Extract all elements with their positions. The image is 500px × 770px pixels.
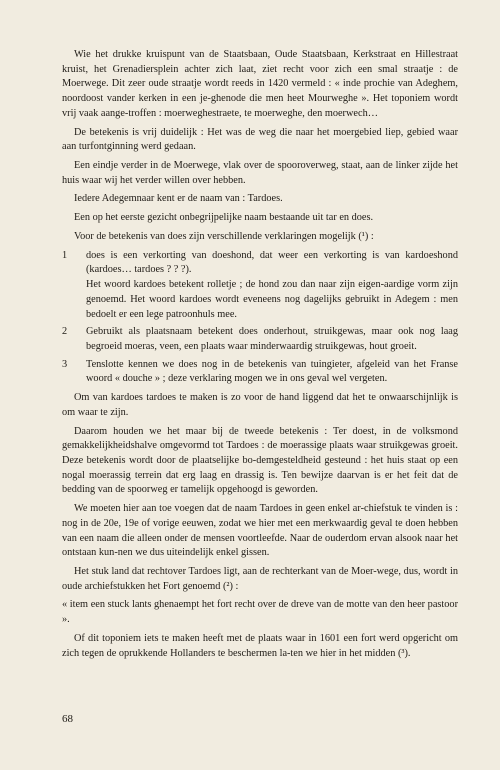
- page-number: 68: [62, 713, 73, 725]
- list-item: [62, 325, 458, 354]
- list-item-text: does is een verkorting van doeshond, dat weer een verkorting is van kardoeshond (kardoes… tardoes ? ? ?).: [86, 249, 458, 276]
- paragraph-tar-does: Een op het eerste gezicht onbegrijpelijke naam bestaande uit tar en does.: [74, 212, 374, 224]
- paragraph-kardoes: Om van kardoes tardoes te maken is zo voor de hand liggend dat het te onwaarschijnlijk is om waar te zijn.: [62, 392, 458, 418]
- paragraph-archive: We moeten hier aan toe voegen dat de naam Tardoes in geen enkel ar-chiefstuk te vinden is : nog in de 20e, 19e of vorige eeuwen, zodat we hier met een merkwaardig geval te doen hebben van een naam die alleen onder de mensen voortleefde. Naar de ouderdom ervan alsook naar het ontstaan kun-nen we dus uiteindelijk enkel gissen.: [62, 503, 458, 559]
- paragraph-last: Of dit toponiem iets te maken heeft met de plaats waar in 1601 een fort werd opgericht om zich tegen de oprukkende Hollanders te beschermen la-ten we hier in het midden (³).: [62, 632, 458, 659]
- explanation-list: [62, 249, 458, 387]
- list-item-number: 2: [62, 326, 68, 338]
- paragraph-meaning: De betekenis is vrij duidelijk : Het was de weg die naar het moergebied liep, gebied waar aan turfontginning werd gedaan.: [62, 126, 458, 153]
- list-item: [62, 249, 458, 323]
- list-item-text: Tenslotte kennen we does nog in de betekenis van tuingieter, afgeleid van het Franse woord « douche » ; deze verklaring mogen we in ons geval wel vergeten.: [86, 358, 458, 385]
- paragraph-name: Iedere Adegemnaar kent er de naam van : Tardoes.: [74, 193, 283, 205]
- quote-fort: « item een stuck lants ghenaempt het fort recht over de dreve van de motte van den heer pastoor ».: [62, 599, 458, 626]
- list-item-number: 3: [62, 358, 68, 370]
- paragraph-house: Een eindje verder in de Moerwege, vlak over de spooroverweg, staat, aan de linker zijde het huis waar wij het verder willen over hebben.: [62, 160, 458, 186]
- list-item-text: Gebruikt als plaatsnaam betekent does onderhout, struikgewas, maar ook nog laag begroeid moeras, veen, een plaats waar minderwaardig struikgewas, hout groeit.: [86, 326, 458, 352]
- list-item: [62, 358, 458, 387]
- paragraph-second-meaning: Daarom houden we het maar bij de tweede betekenis : Ter doest, in de volksmond gemakkelijkheidshalve omgevormd tot Tardoes : de moerassige plaats waar struikgewas groeit. Deze betekenis wordt door de plaatselijke bo-demgesteldheid gesteund : het huis staat op een nogal moerassig terrein dat erg laag en drassig is. Ten bewijze daarvan is er het feit dat de bedding van de spoorweg er tamelijk opgehoogd is geworden.: [62, 425, 458, 496]
- paragraph-intro: Wie het drukke kruispunt van de Staatsbaan, Oude Staatsbaan, Kerkstraat en Hillestraat kruist, het Grenadiersplein achter zich laat, ziet recht voor zich een smal straatje : de Moerwege. Dit zeer oude straatje wordt reeds in 1420 vermeld : « inde prochie van Adeghem, noordoost vander kerken in een je-ghenode die men heet Mourweghe ». Het toponiem wordt vrij vaak aange-troffen : moerweghestraete, te moerweghe, den moerwech…: [62, 49, 458, 119]
- list-item-text: Het woord kardoes betekent rolletje ; de hond zou dan naar zijn eigen-aardige vorm zijn genoemd. Het woord kardoes wordt eveneens nog dagelijks gebruikt in Adegem : men bedoelt er een lege patroonhuls mee.: [86, 279, 458, 320]
- paragraph-explanations: Voor de betekenis van does zijn verschillende verklaringen mogelijk (¹) :: [74, 230, 374, 242]
- paragraph-fort: Het stuk land dat rechtover Tardoes ligt, aan de rechterkant van de Moer-wege, dus, wordt in oude archiefstukken het Fort genoemd (²) :: [62, 566, 458, 592]
- list-item-number: 1: [62, 249, 68, 261]
